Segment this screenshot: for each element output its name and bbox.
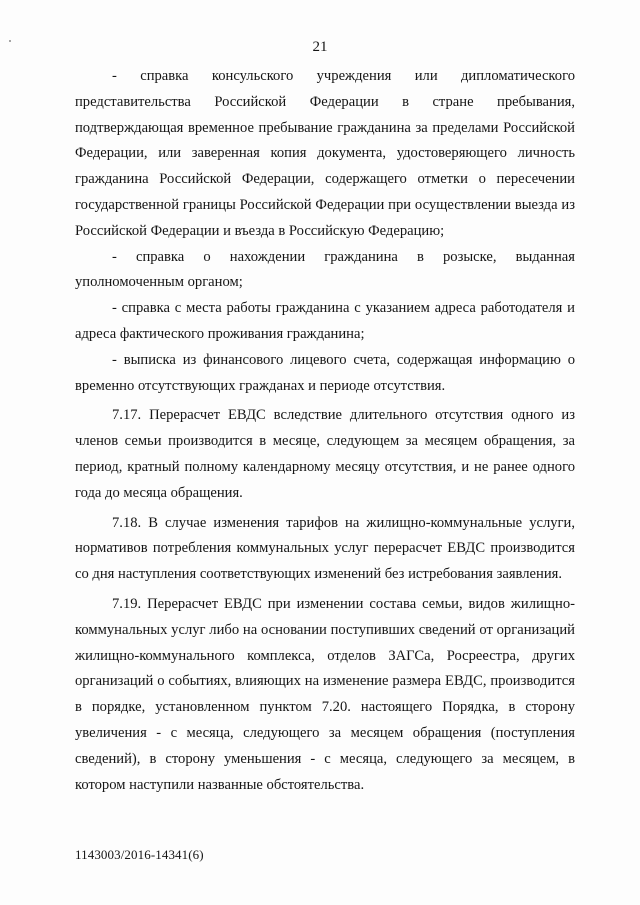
paragraph-consular-certificate: - справка консульского учреждения или дипломатического представительства Российской Федерации в стране пребывания, подтверждающая временное пребывание гражданина за пределами Российской Федерации, или заверенная копия документа, удостоверяющего личность гражданина Российской Федерации, содержащего отметки о пересечении государственной границы Российской Федерации при осуществлении выезда из Российской Федерации и въезда в Российскую Федерацию; bbox=[75, 68, 575, 239]
document-id: 1143003/2016-14341(6) bbox=[75, 847, 204, 862]
paragraph-7-19: 7.19. Перерасчет ЕВДС при изменении состава семьи, видов жилищно-коммунальных услуг либо на основании поступивших сведений от организаций жилищно-коммунального комплекса, отделов ЗАГСа, Росреестра, других организаций о событиях, влияющих на изменение размера ЕВДС, производится в порядке, установленном пунктом 7.20. настоящего Порядка, в сторону увеличения - с месяца, следующего за месяцем обращения (поступления сведений), в сторону уменьшения - с месяца, следующего за месяцем, в котором наступили названные обстоятельства. bbox=[75, 595, 575, 793]
paragraph-work-certificate: - справка с места работы гражданина с указанием адреса работодателя и адреса фактического проживания гражданина; bbox=[75, 300, 575, 342]
paragraph-wanted-certificate: - справка о нахождении гражданина в розыске, выданная уполномоченным органом; bbox=[75, 248, 575, 291]
paragraph-account-extract: - выписка из финансового лицевого счета, содержащая информацию о временно отсутствующих гражданах и периоде отсутствия. bbox=[75, 351, 575, 394]
paragraph-7-18: 7.18. В случае изменения тарифов на жилищно-коммунальные услуги, нормативов потребления коммунальных услуг перерасчет ЕВДС производится со дня наступления соответствующих изменений без истребования заявления. bbox=[75, 514, 575, 583]
page-number: 21 bbox=[312, 39, 328, 55]
document-body bbox=[75, 64, 575, 798]
paragraph-7-17: 7.17. Перерасчет ЕВДС вследствие длительного отсутствия одного из членов семьи производится в месяце, следующем за месяцем обращения, за период, кратный полному календарному месяцу отсутствия, и не ранее одного года до месяца обращения. bbox=[75, 407, 575, 501]
